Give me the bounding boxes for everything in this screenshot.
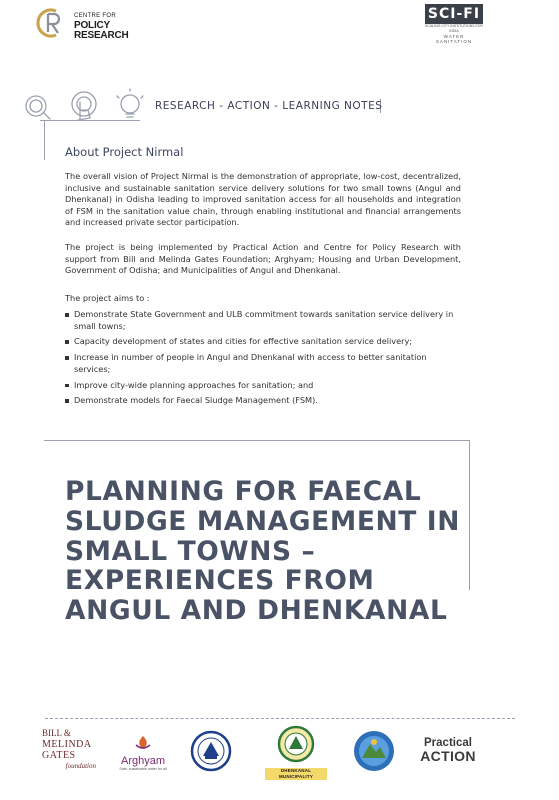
cpr-emblem-icon bbox=[34, 6, 68, 40]
gates-foundation-logo bbox=[42, 728, 100, 772]
paragraph-aims-intro: The project aims to : bbox=[65, 293, 150, 303]
paragraph-implementation: The project is being implemented by Practical Action and Centre for Policy Research with support from Bill and Melinda Gates Foundation; Arghyam; Housing and Urban Development, Government of Odisha; and Municipalities of Angul and Dhenkanal. bbox=[65, 242, 461, 276]
scifi-logo bbox=[425, 4, 483, 42]
list-item bbox=[65, 336, 465, 348]
bullet-icon bbox=[65, 384, 69, 388]
dhenkanal-label: DHENKANAL MUNICIPALITY bbox=[265, 768, 327, 780]
practical-action-line1: Practical bbox=[424, 737, 472, 749]
scifi-title: SCI-FI bbox=[425, 4, 483, 24]
aim-text: Capacity development of states and cities for effective sanitation service delivery; bbox=[74, 336, 413, 347]
bullet-icon bbox=[65, 313, 69, 317]
odisha-govt-seal-icon bbox=[190, 730, 232, 774]
practical-action-logo bbox=[420, 737, 476, 763]
cpr-line2: POLICY bbox=[74, 20, 111, 31]
section-title: About Project Nirmal bbox=[65, 145, 184, 159]
scifi-subtitle: SCALING CITY INSTITUTIONS FOR INDIA bbox=[425, 24, 483, 33]
aim-text: Improve city-wide planning approaches for sanitation; and bbox=[74, 379, 314, 390]
gates-line1: BILL & bbox=[42, 728, 71, 738]
gates-line4: foundation bbox=[65, 762, 96, 770]
arghyam-tagline: Safe, sustainable water for all bbox=[119, 767, 167, 771]
cpr-wordmark bbox=[74, 12, 129, 41]
scifi-subtitle-2: WATER SANITATION bbox=[435, 34, 473, 44]
series-label: RESEARCH - ACTION - LEARNING NOTES bbox=[155, 100, 383, 112]
bullet-icon bbox=[65, 356, 69, 360]
arghyam-name: Arghyam bbox=[120, 755, 166, 767]
aim-text: Demonstrate State Government and ULB commitment towards sanitation service delivery in small towns; bbox=[74, 309, 454, 331]
dhenkanal-seal-icon bbox=[274, 725, 318, 763]
list-item bbox=[65, 309, 465, 332]
gates-line2: MELINDA bbox=[42, 739, 92, 750]
angul-municipality-seal-icon bbox=[352, 728, 396, 774]
footer-divider bbox=[45, 718, 515, 719]
frame-line-middle bbox=[44, 440, 470, 441]
document-title: PLANNING FOR FAECAL SLUDGE MANAGEMENT IN SMALL TOWNS – EXPERIENCES FROM ANGUL AND DHENKANAL bbox=[65, 476, 461, 627]
dhenkanal-municipality-logo bbox=[265, 725, 327, 780]
list-item bbox=[65, 395, 465, 407]
list-item bbox=[65, 380, 465, 392]
list-item bbox=[65, 352, 465, 375]
aim-text: Increase in number of people in Angul and Dhenkanal with access to better sanitation services; bbox=[74, 352, 427, 374]
paragraph-vision: The overall vision of Project Nirmal is the demonstration of appropriate, low-cost, decentralized, inclusive and sustainable sanitation service delivery solutions for two small towns (Angul and Dhenkanal) in Odisha leading to improved sanitation access for all households and integration of FSM in the sanitation value chain, through enabling institutional and financial arrangements and increased private sector participation. bbox=[65, 171, 461, 228]
aim-text: Demonstrate models for Faecal Sludge Management (FSM). bbox=[74, 395, 318, 406]
gates-line3: GATES bbox=[42, 750, 76, 761]
research-action-icons bbox=[20, 88, 145, 130]
bullet-icon bbox=[65, 340, 69, 344]
arghyam-icon bbox=[132, 735, 154, 751]
cpr-line3: RESEARCH bbox=[74, 30, 129, 41]
aims-list bbox=[65, 309, 465, 411]
bullet-icon bbox=[65, 399, 69, 403]
arghyam-logo bbox=[112, 735, 174, 772]
cpr-logo bbox=[34, 6, 134, 46]
cpr-line1: CENTRE FOR bbox=[74, 13, 116, 19]
practical-action-line2: ACTION bbox=[420, 748, 476, 764]
